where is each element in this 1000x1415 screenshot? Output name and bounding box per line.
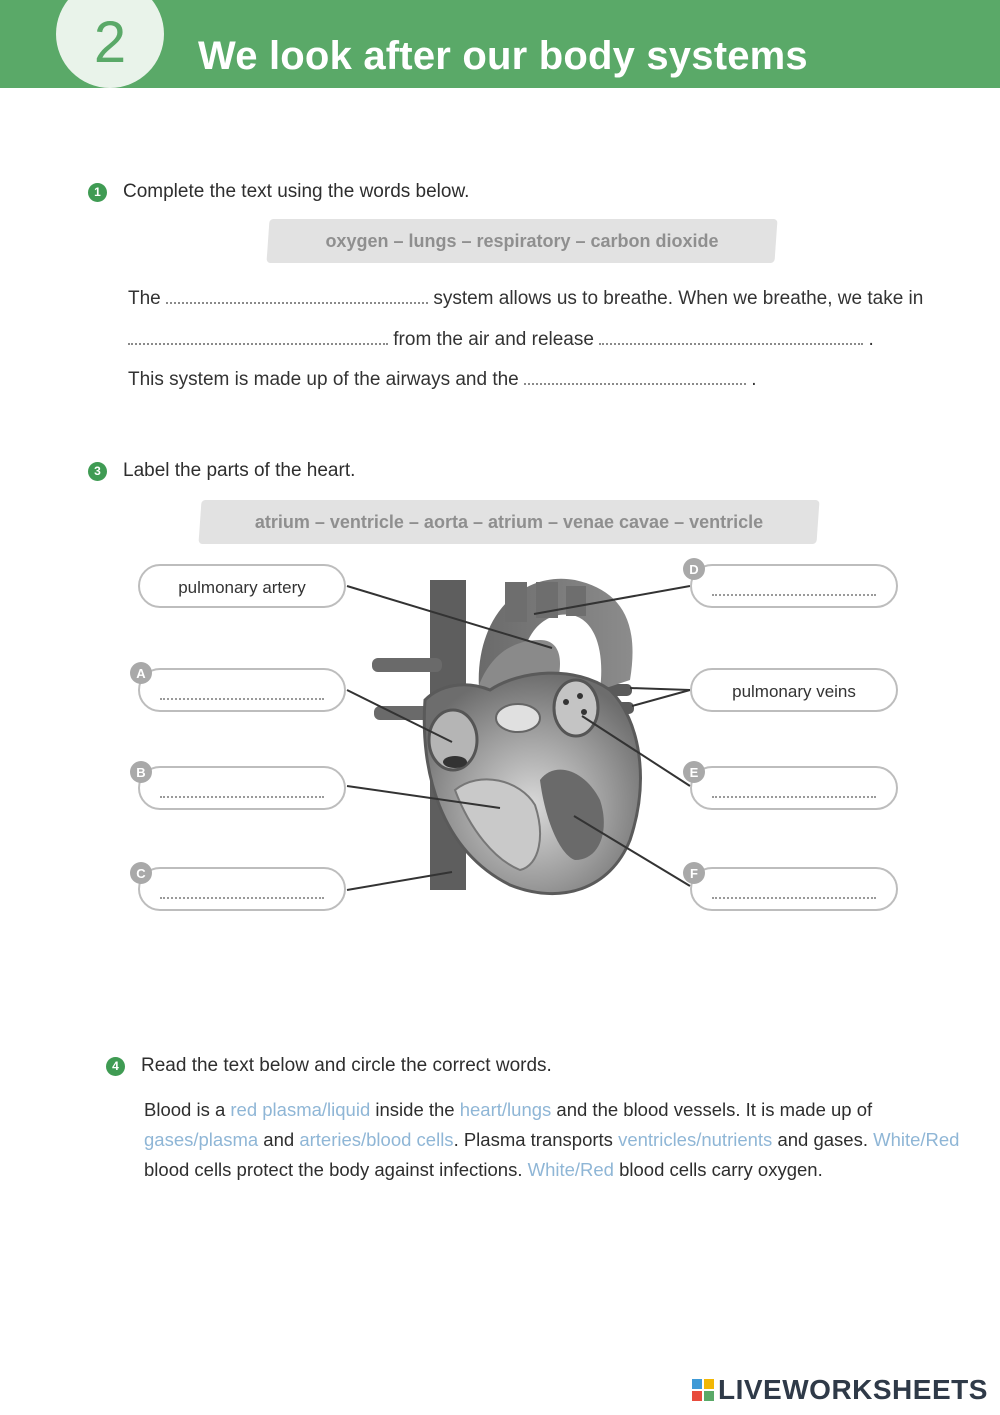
text-fragment: inside the xyxy=(370,1099,460,1120)
exercise-number: 1 xyxy=(88,183,107,202)
page-title: We look after our body systems xyxy=(198,34,808,78)
exercise-instruction: Label the parts of the heart. xyxy=(123,460,356,481)
word-choice[interactable]: arteries/blood cells xyxy=(299,1129,454,1150)
left-atrium-shape xyxy=(554,680,598,736)
answer-line[interactable] xyxy=(160,897,324,899)
exercise-instruction: Read the text below and circle the correct words. xyxy=(141,1055,552,1076)
unit-number: 2 xyxy=(93,10,127,75)
text-fragment: Blood is a xyxy=(144,1099,231,1120)
exercise-4-paragraph xyxy=(144,1095,984,1185)
label-letter-b: B xyxy=(130,761,152,783)
label-letter-d: D xyxy=(683,558,705,580)
valve-shape xyxy=(496,704,540,732)
text-fragment: blood cells protect the body against infections. xyxy=(144,1159,528,1180)
label-box-c[interactable] xyxy=(138,867,346,911)
label-pulmonary-artery xyxy=(138,564,346,608)
leader-line xyxy=(630,688,690,690)
word-choice[interactable]: White/Red xyxy=(527,1159,614,1180)
answer-line[interactable] xyxy=(160,698,324,700)
logo-text: LIVEWORKSHEETS xyxy=(718,1374,988,1405)
text-fragment: This system is made up of the airways and the xyxy=(128,369,519,390)
label-letter-a: A xyxy=(130,662,152,684)
label-letter-c: C xyxy=(130,862,152,884)
answer-line[interactable] xyxy=(160,796,324,798)
exercise-4-header xyxy=(106,1055,552,1077)
text-fragment: The xyxy=(128,288,161,309)
vein-opening-shape xyxy=(581,709,587,715)
word-choice[interactable]: heart/lungs xyxy=(459,1099,552,1120)
text-fragment: blood cells carry oxygen. xyxy=(613,1159,823,1180)
word-choice[interactable]: red plasma/liquid xyxy=(230,1099,371,1120)
label-box-a[interactable] xyxy=(138,668,346,712)
answer-line[interactable] xyxy=(712,594,876,596)
label-box-e[interactable] xyxy=(690,766,898,810)
logo-icon xyxy=(692,1379,714,1401)
label-box-b[interactable] xyxy=(138,766,346,810)
exercise-number: 4 xyxy=(106,1057,125,1076)
word-bank-text: oxygen – lungs – respiratory – carbon dioxide xyxy=(325,231,719,251)
label-text: pulmonary artery xyxy=(178,578,306,597)
label-box-d[interactable] xyxy=(690,564,898,608)
label-letter-f: F xyxy=(683,862,705,884)
answer-line[interactable] xyxy=(712,796,876,798)
word-choice[interactable]: ventricles/nutrients xyxy=(618,1129,773,1150)
artery-branch-shape xyxy=(566,586,586,616)
exercise-number: 3 xyxy=(88,462,107,481)
vessel-shape xyxy=(372,658,442,672)
label-text: pulmonary veins xyxy=(732,682,856,701)
text-fragment: . xyxy=(868,329,874,350)
artery-branch-shape xyxy=(505,582,527,622)
text-fragment: and the blood vessels. It is made up of xyxy=(551,1099,873,1120)
exercise-instruction: Complete the text using the words below. xyxy=(123,181,470,202)
word-choice[interactable]: White/Red xyxy=(873,1129,960,1150)
text-fragment: and gases. xyxy=(772,1129,874,1150)
label-box-f[interactable] xyxy=(690,867,898,911)
text-fragment: . Plasma transports xyxy=(453,1129,619,1150)
text-fragment: from the air and release xyxy=(393,329,594,350)
label-letter-e: E xyxy=(683,761,705,783)
text-fragment: system allows us to breathe. When we breathe, we take in xyxy=(433,288,924,309)
word-choice[interactable]: gases/plasma xyxy=(144,1129,259,1150)
text-fragment: and xyxy=(258,1129,300,1150)
vein-opening-shape xyxy=(577,693,583,699)
word-bank-text: atrium – ventricle – aorta – atrium – venae cavae – ventricle xyxy=(254,512,764,532)
valve-shape xyxy=(443,756,467,768)
answer-line[interactable] xyxy=(712,897,876,899)
label-pulmonary-veins xyxy=(690,668,898,712)
vein-opening-shape xyxy=(563,699,569,705)
text-fragment: . xyxy=(751,369,757,390)
leader-line xyxy=(632,690,690,706)
liveworksheets-logo[interactable] xyxy=(692,1374,988,1406)
